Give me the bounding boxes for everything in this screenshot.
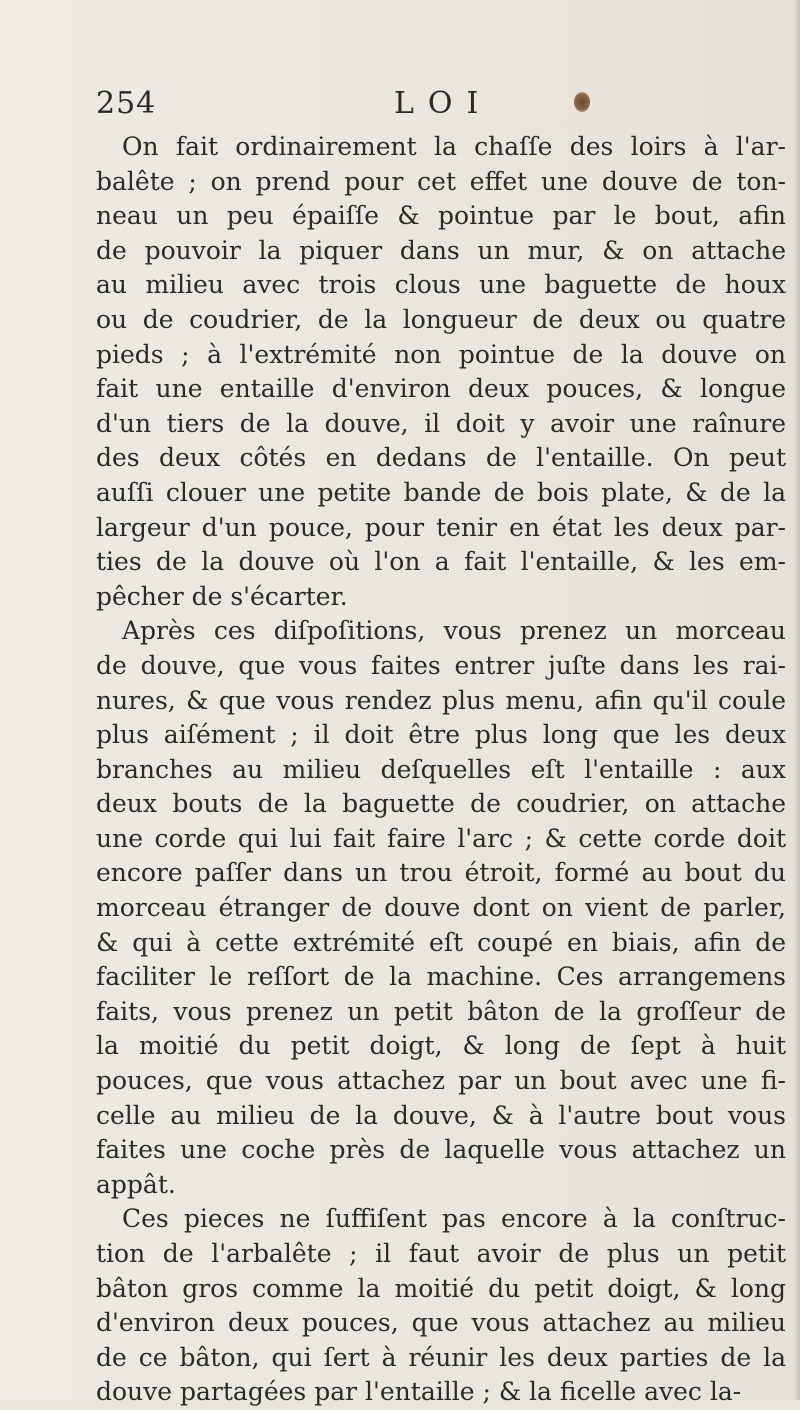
text-line: celle au milieu de la douve, & à l'autre bout vous — [96, 1100, 786, 1130]
text-line: On fait ordinairement la chaſſe des loirs à l'ar- — [122, 132, 786, 161]
text-line: ties de la douve où l'on a fait l'entaille, & les em- — [96, 547, 786, 577]
paragraph — [96, 130, 786, 614]
ink-stain-mark — [574, 92, 590, 112]
text-line: morceau étranger de douve dont on vient de parler, — [96, 893, 786, 923]
paragraph — [96, 1202, 786, 1410]
text-line: plus aiſément ; il doit être plus long que les deux — [96, 720, 786, 750]
body-text — [96, 130, 786, 1410]
text-line: appât. — [96, 1169, 176, 1199]
text-line: de ce bâton, qui ſert à réunir les deux parties de la — [96, 1342, 786, 1372]
text-line: balête ; on prend pour cet effet une douve de ton- — [96, 166, 786, 196]
text-line: des deux côtés en dedans de l'entaille. On peut — [96, 443, 786, 473]
text-line: Après ces diſpoſitions, vous prenez un morceau — [122, 616, 786, 646]
text-line: pieds ; à l'extrémité non pointue de la douve on — [96, 339, 786, 369]
text-line: pouces, que vous attachez par un bout avec une fi- — [96, 1066, 786, 1096]
text-line: deux bouts de la baguette de coudrier, on attache — [96, 789, 786, 819]
page-edge-shadow — [794, 0, 800, 1400]
text-line: nures, & que vous rendez plus menu, afin qu'il coule — [96, 685, 786, 715]
page-number: 254 — [96, 86, 157, 121]
paragraph — [96, 614, 786, 1202]
text-line: de douve, que vous faites entrer juſte dans les rai- — [96, 650, 786, 680]
text-line: une corde qui lui fait faire l'arc ; & cette corde doit — [96, 823, 786, 853]
text-line: pêcher de s'écarter. — [96, 581, 348, 611]
text-line: largeur d'un pouce, pour tenir en état les deux par- — [96, 512, 786, 542]
text-line: au milieu avec trois clous une baguette de houx — [96, 270, 786, 300]
text-line: branches au milieu deſquelles eſt l'entaille : aux — [96, 754, 786, 784]
text-line: faciliter le reſſort de la machine. Ces arrangemens — [96, 962, 786, 992]
text-line: neau un peu épaiſſe & pointue par le bout, afin — [96, 201, 786, 231]
text-line: Ces pieces ne ſuffiſent pas encore à la conſtruc- — [122, 1204, 786, 1234]
text-line: ou de coudrier, de la longueur de deux ou quatre — [96, 304, 786, 334]
text-line: faits, vous prenez un petit bâton de la groſſeur de — [96, 996, 786, 1026]
text-line: auſſi clouer une petite bande de bois plate, & de la — [96, 477, 786, 507]
text-line: & qui à cette extrémité eſt coupé en biais, afin de — [96, 927, 786, 957]
text-line: d'environ deux pouces, que vous attachez au milieu — [96, 1308, 786, 1338]
text-line: fait une entaille d'environ deux pouces, & longue — [96, 374, 786, 404]
page-header — [96, 82, 756, 126]
text-line: faites une coche près de laquelle vous attachez un — [96, 1135, 786, 1165]
text-line: encore paſſer dans un trou étroit, formé au bout du — [96, 858, 786, 888]
text-line: douve partagées par l'entaille ; & la ficelle avec la- — [96, 1377, 742, 1407]
text-line: de pouvoir la piquer dans un mur, & on attache — [96, 235, 786, 265]
text-line: d'un tiers de la douve, il doit y avoir une raînure — [96, 408, 786, 438]
text-line: bâton gros comme la moitié du petit doigt, & long — [96, 1273, 786, 1303]
running-head: LOI — [394, 86, 493, 121]
text-line: la moitié du petit doigt, & long de ſept à huit — [96, 1031, 786, 1061]
text-line: tion de l'arbalête ; il faut avoir de plus un petit — [96, 1239, 786, 1268]
